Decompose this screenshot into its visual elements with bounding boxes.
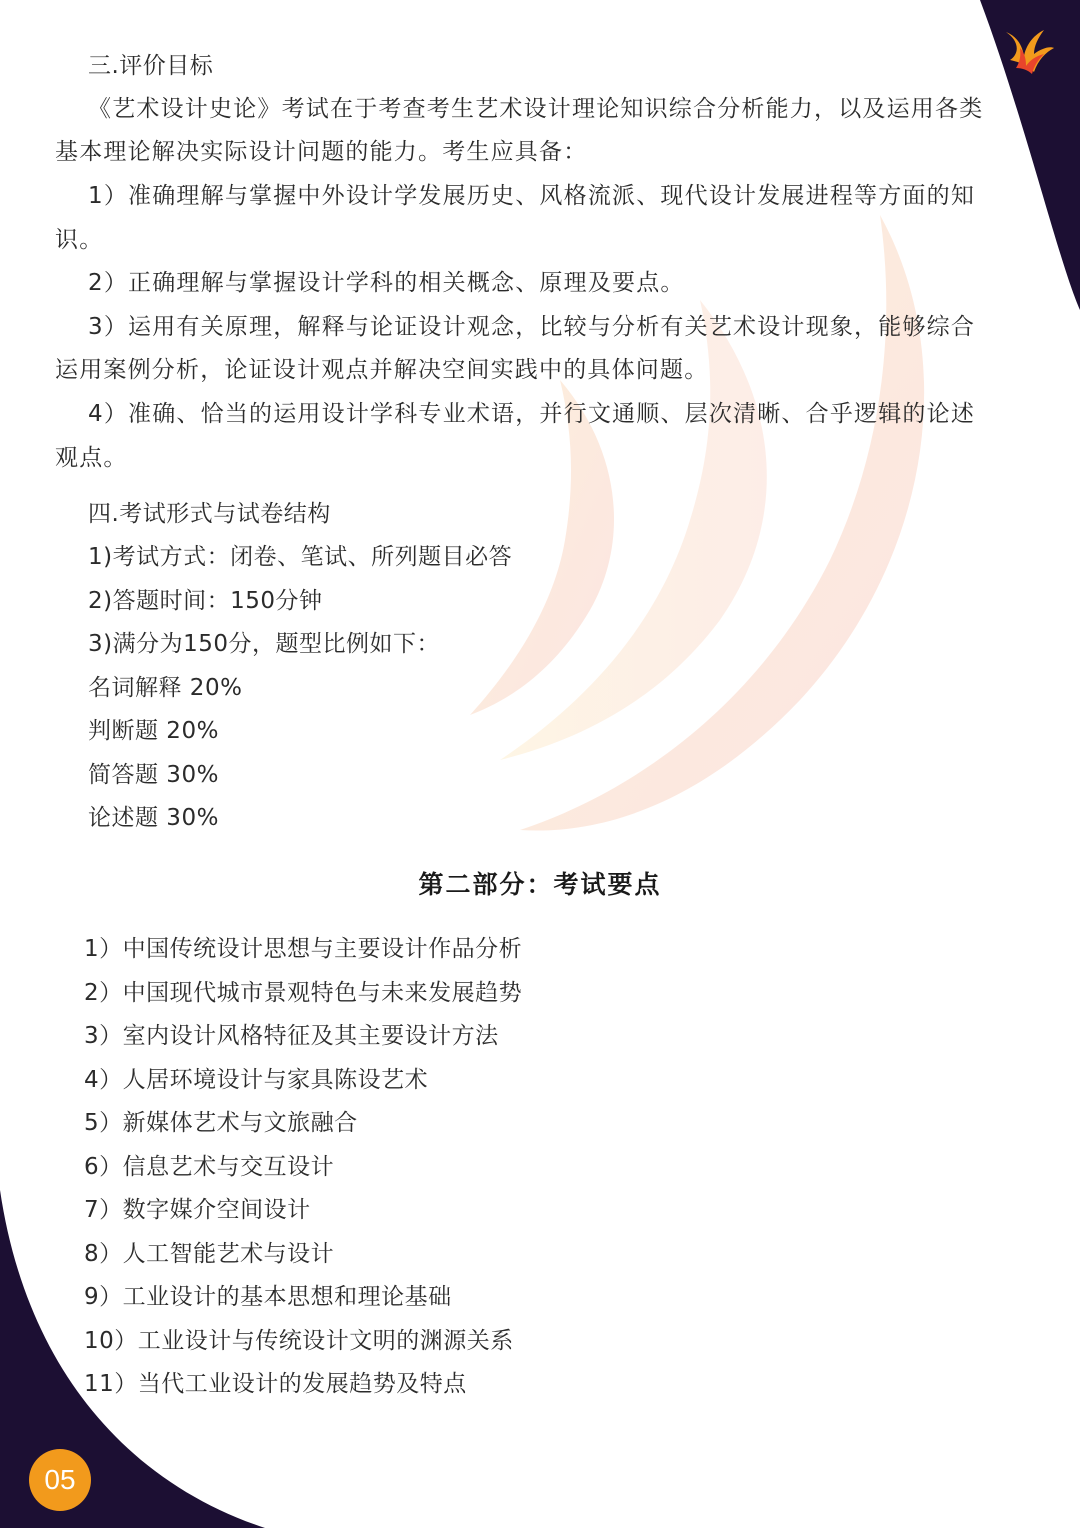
section3-item-3-line-1: 3）运用有关原理，解释与论证设计观念，比较与分析有关艺术设计现象，能够综合: [88, 314, 976, 340]
section3-heading: 三.评价目标: [88, 53, 214, 79]
section4-line-6: 简答题 30%: [88, 762, 219, 788]
section4-heading: 四.考试形式与试卷结构: [88, 501, 331, 527]
part2-item-4: 4）人居环境设计与家具陈设艺术: [84, 1067, 429, 1093]
section3-item-2: 2）正确理解与掌握设计学科的相关概念、原理及要点。: [88, 270, 685, 296]
section3-item-3-line-2: 运用案例分析，论证设计观点并解决空间实践中的具体问题。: [55, 357, 709, 383]
part2-item-2: 2）中国现代城市景观特色与未来发展趋势: [84, 980, 523, 1006]
section4-line-7: 论述题 30%: [88, 805, 219, 831]
page-number-badge: 05: [29, 1449, 91, 1511]
part2-item-9: 9）工业设计的基本思想和理论基础: [84, 1284, 452, 1310]
section3-item-1-line-2: 识。: [55, 227, 104, 253]
part2-title: 第二部分：考试要点: [418, 870, 662, 899]
part2-item-1: 1）中国传统设计思想与主要设计作品分析: [84, 936, 523, 962]
section3-item-4-line-2: 观点。: [55, 445, 128, 471]
section3-intro-line-1: 《艺术设计史论》考试在于考查考生艺术设计理论知识综合分析能力，以及运用各类: [88, 96, 984, 122]
section4-line-4: 名词解释 20%: [88, 675, 243, 701]
part2-item-10: 10）工业设计与传统设计文明的渊源关系: [84, 1328, 514, 1354]
section3-intro-line-2: 基本理论解决实际设计问题的能力。考生应具备：: [55, 139, 588, 165]
section4-line-5: 判断题 20%: [88, 718, 219, 744]
part2-item-6: 6）信息艺术与交互设计: [84, 1154, 335, 1180]
part2-item-7: 7）数字媒介空间设计: [84, 1197, 311, 1223]
section3-item-4-line-1: 4）准确、恰当的运用设计学科专业术语，并行文通顺、层次清晰、合乎逻辑的论述: [88, 401, 976, 427]
part2-item-3: 3）室内设计风格特征及其主要设计方法: [84, 1023, 499, 1049]
part2-item-5: 5）新媒体艺术与文旅融合: [84, 1110, 358, 1136]
section4-line-1: 1)考试方式：闭卷、笔试、所列题目必答: [88, 544, 513, 570]
section3-item-1-line-1: 1）准确理解与掌握中外设计学发展历史、风格流派、现代设计发展进程等方面的知: [88, 183, 976, 209]
section4-line-2: 2)答题时间：150分钟: [88, 588, 323, 614]
part2-item-11: 11）当代工业设计的发展趋势及特点: [84, 1371, 467, 1397]
part2-item-8: 8）人工智能艺术与设计: [84, 1241, 335, 1267]
section4-line-3: 3)满分为150分，题型比例如下：: [88, 631, 441, 657]
